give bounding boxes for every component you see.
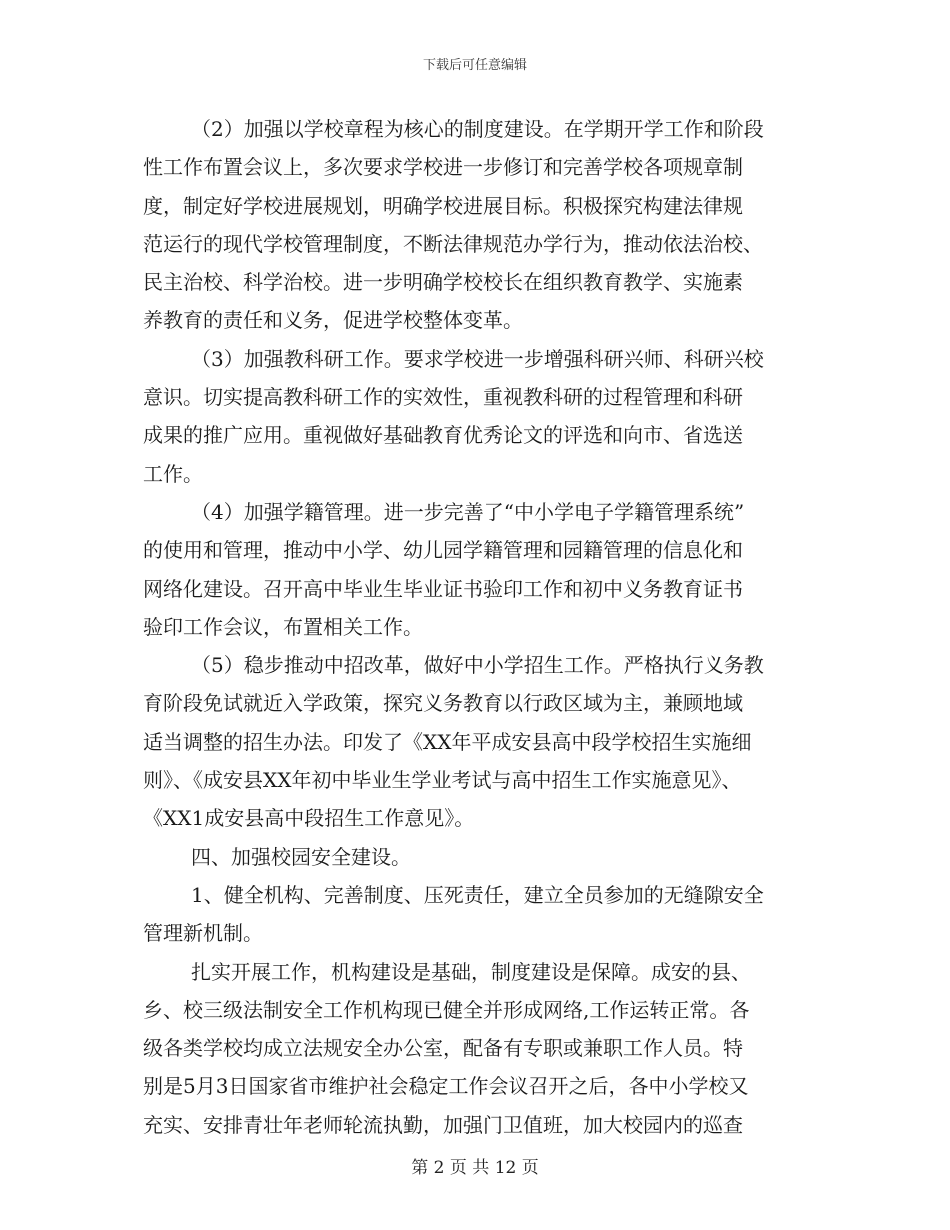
paragraph-line: 扎实开展工作，机构建设是基础，制度建设是保障。成安的县、 [191, 959, 751, 984]
paragraph-line: 性工作布置会议上，多次要求学校进一步修订和完善学校各项规章制 [143, 155, 743, 180]
paragraph-line: 充实、安排青壮年老师轮流执勤，加强门卫值班，加大校园内的巡查 [143, 1112, 743, 1137]
paragraph-line: 养教育的责任和义务，促进学校整体变革。 [143, 308, 523, 333]
body-text [143, 110, 813, 1144]
page-number-footer: 第 2 页 共 12 页 [411, 1158, 539, 1178]
paragraph-line: 工作。 [143, 461, 203, 486]
paragraph-line: （4）加强学籍管理。进一步完善了“中小学电子学籍管理系统” [191, 499, 745, 524]
paragraph-line: （5）稳步推动中招改革，做好中小学招生工作。严格执行义务教 [191, 653, 764, 678]
section-heading: 四、加强校园安全建设。 [191, 844, 411, 869]
paragraph-line: 验印工作会议，布置相关工作。 [143, 614, 423, 639]
paragraph-line: 1、健全机构、完善制度、压死责任，建立全员参加的无缝隙安全 [191, 882, 764, 907]
paragraph-line: （2）加强以学校章程为核心的制度建设。在学期开学工作和阶段 [191, 117, 764, 141]
paragraph-line: 管理新机制。 [143, 921, 263, 946]
paragraph-line: 乡、校三级法制安全工作机构现已健全并形成网络,工作运转正常。各 [143, 997, 750, 1022]
paragraph-line: 育阶段免试就近入学政策，探究义务教育以行政区域为主，兼顾地域 [143, 691, 743, 716]
paragraph-line: 范运行的现代学校管理制度，不断法律规范办学行为，推动依法治校、 [143, 231, 763, 256]
paragraph-line: 适当调整的招生办法。印发了《XX年平成安县高中段学校招生实施细 [143, 729, 752, 754]
paragraph-line: 度，制定好学校进展规划，明确学校进展目标。积极探究构建法律规 [143, 193, 743, 218]
paragraph-line: 别是5月3日国家省市维护社会稳定工作会议召开之后，各中小学校又 [143, 1074, 749, 1099]
paragraph-line: 成果的推广应用。重视做好基础教育优秀论文的评选和向市、省选送 [143, 423, 743, 448]
paragraph-line: 则》、《成安县XX年初中毕业生学业考试与高中招生工作实施意见》、 [143, 768, 742, 793]
paragraph-line: 级各类学校均成立法规安全办公室，配备有专职或兼职工作人员。特 [143, 1036, 743, 1061]
paragraph-line: 民主治校、科学治校。进一步明确学校校长在组织教育教学、实施素 [143, 270, 743, 295]
paragraph-line: 意识。切实提高教科研工作的实效性，重视教科研的过程管理和科研 [143, 385, 743, 410]
page-header: 下载后可任意编辑 [422, 58, 527, 73]
paragraph-line: 网络化建设。召开高中毕业生毕业证书验印工作和初中义务教育证书 [143, 576, 743, 601]
paragraph-line: （3）加强教科研工作。要求学校进一步增强科研兴师、科研兴校 [191, 346, 764, 371]
paragraph-line: 《XX1成安县高中段招生工作意见》。 [143, 806, 475, 831]
paragraph-line: 的使用和管理，推动中小学、幼儿园学籍管理和园籍管理的信息化和 [143, 538, 743, 563]
